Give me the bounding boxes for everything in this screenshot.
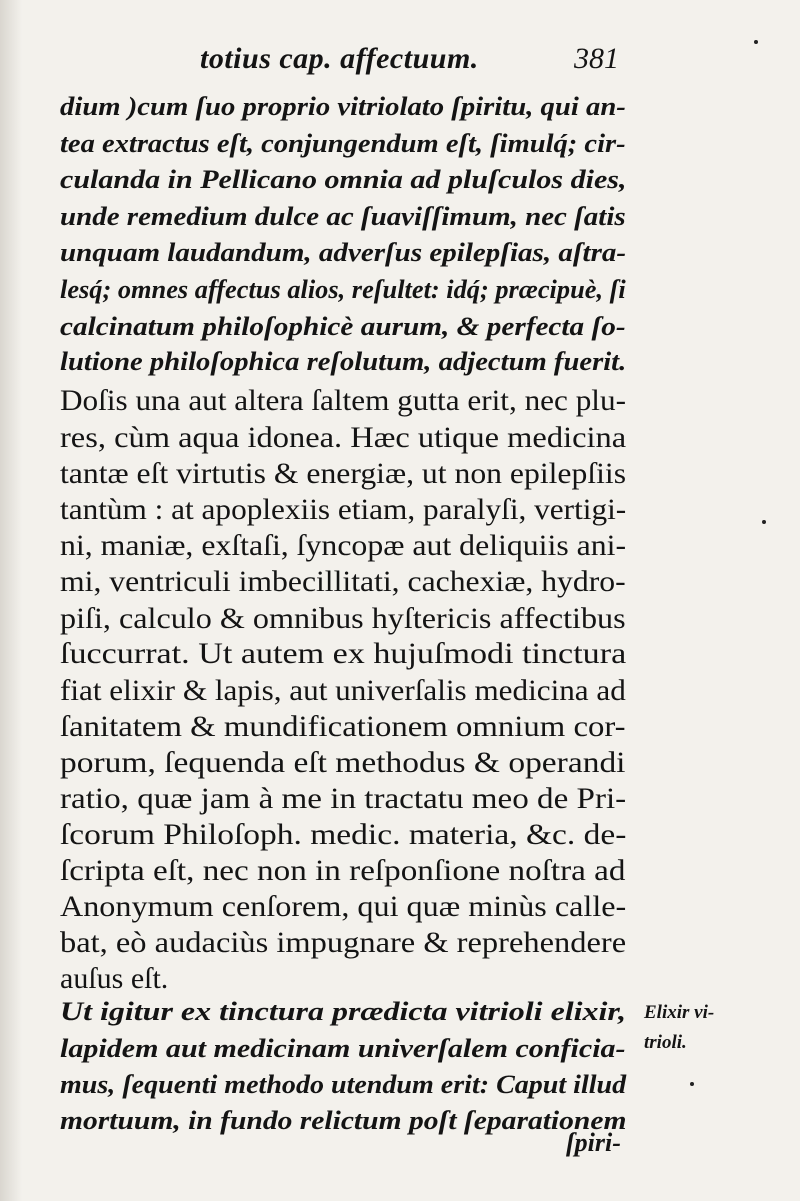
- text-line: lesq́; omnes affectus alios, reſultet: idq́; præcipuè, ſi: [60, 275, 626, 304]
- text-line: ſuccurrat. Ut autem ex hujuſmodi tinctura: [60, 637, 627, 670]
- text-line: dium )cum ſuo proprio vitriolato ſpiritu, qui an-: [60, 92, 626, 121]
- gutter-shadow: [0, 0, 22, 1201]
- text-line: unde remedium dulce ac ſuaviſſimum, nec ſatis: [60, 202, 626, 231]
- text-line: lutione philoſophica reſolutum, adjectum fuerit.: [60, 347, 627, 376]
- text-line: mi, ventriculi imbecillitati, cachexiæ, hydro-: [60, 565, 626, 598]
- text-line: unquam laudandum, adverſus epilepſias, aſtra-: [60, 238, 627, 267]
- text-line: ſcripta eſt, nec non in reſponſione noſtra ad: [60, 854, 626, 887]
- text-line: ſcorum Philoſoph. medic. materia, &c. de-: [60, 818, 627, 851]
- page-number: 381: [574, 42, 619, 75]
- text-line: mortuum, in fundo relictum poſt ſeparationem: [60, 1106, 627, 1135]
- text-line: ni, maniæ, exſtaſi, ſyncopæ aut deliquiis ani-: [60, 529, 627, 562]
- catchword: ſpiri-: [566, 1128, 621, 1157]
- text-line: calcinatum philoſophicè aurum, & perfecta ſo-: [60, 312, 626, 341]
- text-line: fiat elixir & lapis, aut univerſalis medicina ad: [60, 674, 626, 707]
- text-line: ratio, quæ jam à me in tractatu meo de Pri-: [60, 782, 627, 815]
- margin-note: [644, 998, 794, 1058]
- text-line: res, cùm aqua idonea. Hæc utique medicina: [60, 421, 627, 454]
- text-line: lapidem aut medicinam univerſalem conficia-: [60, 1034, 626, 1063]
- paper-speck: [762, 520, 766, 524]
- text-line: porum, ſequenda eſt methodus & operandi: [60, 746, 626, 779]
- margin-note-line: Elixir vi-: [644, 1002, 715, 1023]
- text-line: tantùm : at apoplexiis etiam, paralyſi, vertigi-: [60, 493, 627, 526]
- text-line: Anonymum cenſorem, qui quæ minùs calle-: [60, 890, 627, 923]
- text-line: Doſis una aut altera ſaltem gutta erit, nec plu-: [60, 384, 626, 417]
- text-line: mus, ſequenti methodo utendum erit: Caput illud: [60, 1070, 627, 1099]
- text-line: ſanitatem & mundificationem omnium cor-: [60, 710, 626, 743]
- paper-speck: [690, 1082, 694, 1086]
- text-line: tea extractus eſt, conjungendum eſt, ſimulq́; cir-: [60, 129, 626, 158]
- text-line: bat, eò audaciùs impugnare & reprehendere: [60, 926, 627, 959]
- page-header: [0, 42, 800, 82]
- text-line: culanda in Pellicano omnia ad pluſculos dies,: [60, 165, 627, 194]
- margin-note-line: trioli.: [644, 1032, 687, 1053]
- text-line: tantæ eſt virtutis & energiæ, ut non epilepſiis: [60, 457, 627, 490]
- paper-speck: [754, 40, 758, 44]
- text-line: Ut igitur ex tinctura prædicta vitrioli elixir,: [60, 997, 627, 1026]
- running-title: totius cap. affectuum.: [200, 42, 479, 75]
- text-line: piſi, calculo & omnibus hyſtericis affectibus: [60, 602, 626, 635]
- text-line: auſus eſt.: [60, 962, 169, 995]
